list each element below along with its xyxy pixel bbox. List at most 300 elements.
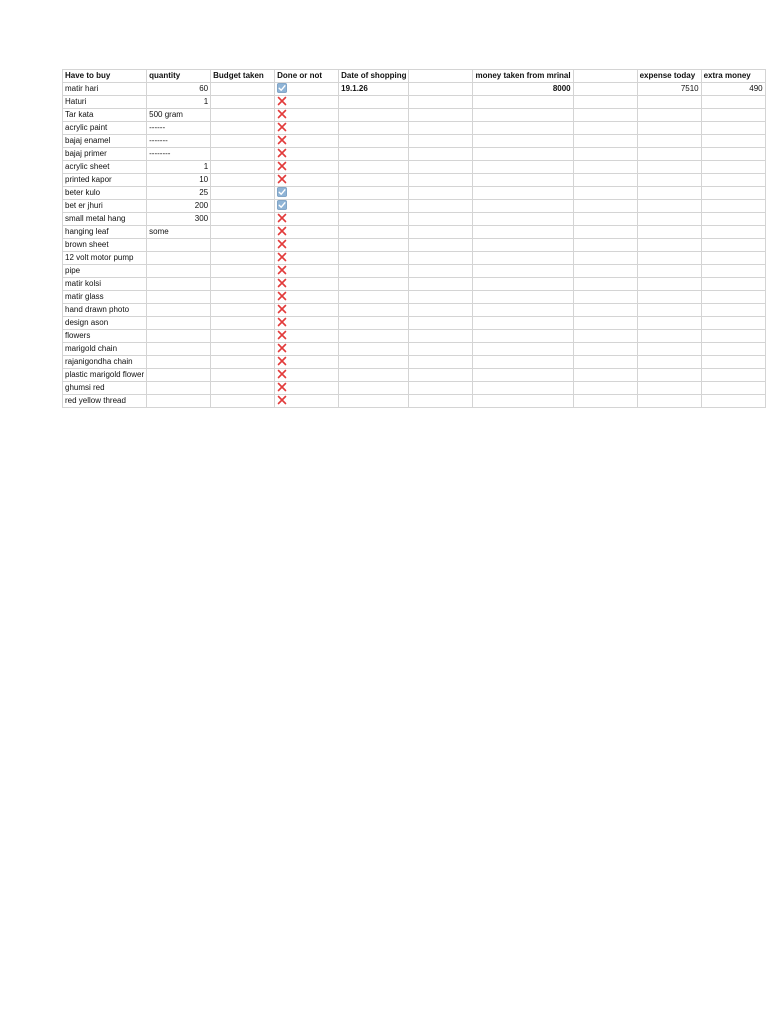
cell-extra-money[interactable] — [701, 109, 765, 122]
cell-empty-2[interactable] — [573, 200, 637, 213]
cell-date-of-shopping[interactable] — [339, 226, 409, 239]
cell-quantity[interactable] — [147, 252, 211, 265]
cell-extra-money[interactable] — [701, 291, 765, 304]
cell-item[interactable]: brown sheet — [63, 239, 147, 252]
table-row — [63, 330, 766, 343]
table-row — [63, 317, 766, 330]
cell-date-of-shopping[interactable] — [339, 356, 409, 369]
cell-done-or-not[interactable] — [275, 395, 339, 408]
cell-empty-1[interactable] — [409, 187, 473, 200]
cell-budget-taken[interactable] — [211, 278, 275, 291]
cell-quantity[interactable]: -------- — [147, 148, 211, 161]
cell-extra-money[interactable] — [701, 304, 765, 317]
cell-empty-2[interactable] — [573, 161, 637, 174]
cell-item[interactable]: matir kolsi — [63, 278, 147, 291]
cell-money-taken[interactable] — [473, 369, 573, 382]
cell-quantity[interactable] — [147, 278, 211, 291]
table-row — [63, 161, 766, 174]
cell-item[interactable]: bajaj enamel — [63, 135, 147, 148]
cell-expense-today[interactable] — [637, 135, 701, 148]
cell-empty-1[interactable] — [409, 265, 473, 278]
cell-item[interactable]: Haturi — [63, 96, 147, 109]
cell-empty-1[interactable] — [409, 122, 473, 135]
cell-extra-money[interactable] — [701, 200, 765, 213]
cell-budget-taken[interactable] — [211, 382, 275, 395]
cell-expense-today[interactable] — [637, 239, 701, 252]
cell-empty-1[interactable] — [409, 291, 473, 304]
cell-quantity[interactable] — [147, 265, 211, 278]
cell-item[interactable]: matir glass — [63, 291, 147, 304]
cell-expense-today[interactable] — [637, 317, 701, 330]
cell-expense-today[interactable] — [637, 148, 701, 161]
cell-empty-2[interactable] — [573, 330, 637, 343]
cell-budget-taken[interactable] — [211, 148, 275, 161]
cell-quantity[interactable]: 1 — [147, 161, 211, 174]
table-row — [63, 369, 766, 382]
cell-empty-2[interactable] — [573, 395, 637, 408]
cell-extra-money[interactable] — [701, 213, 765, 226]
cell-expense-today[interactable] — [637, 304, 701, 317]
cell-quantity[interactable]: 500 gram — [147, 109, 211, 122]
cell-money-taken[interactable] — [473, 330, 573, 343]
cell-item[interactable]: bet er jhuri — [63, 200, 147, 213]
cell-done-or-not[interactable] — [275, 239, 339, 252]
cell-done-or-not[interactable] — [275, 187, 339, 200]
cell-extra-money[interactable] — [701, 369, 765, 382]
cell-expense-today[interactable] — [637, 200, 701, 213]
cell-empty-1[interactable] — [409, 161, 473, 174]
table-row — [63, 109, 766, 122]
cell-budget-taken[interactable] — [211, 252, 275, 265]
cell-extra-money[interactable] — [701, 343, 765, 356]
cell-budget-taken[interactable] — [211, 291, 275, 304]
cell-budget-taken[interactable] — [211, 83, 275, 96]
cell-budget-taken[interactable] — [211, 330, 275, 343]
header-empty-2[interactable] — [573, 70, 637, 83]
cell-date-of-shopping[interactable] — [339, 148, 409, 161]
cell-date-of-shopping[interactable] — [339, 265, 409, 278]
cell-money-taken[interactable] — [473, 317, 573, 330]
red-cross-icon — [277, 330, 287, 340]
cell-done-or-not[interactable] — [275, 330, 339, 343]
header-have-to-buy[interactable]: Have to buy — [63, 70, 147, 83]
cell-done-or-not[interactable] — [275, 343, 339, 356]
cell-budget-taken[interactable] — [211, 135, 275, 148]
cell-date-of-shopping[interactable] — [339, 96, 409, 109]
cell-item[interactable]: Tar kata — [63, 109, 147, 122]
cell-empty-2[interactable] — [573, 135, 637, 148]
cell-empty-2[interactable] — [573, 252, 637, 265]
cell-done-or-not[interactable] — [275, 122, 339, 135]
cell-money-taken[interactable] — [473, 148, 573, 161]
cell-budget-taken[interactable] — [211, 161, 275, 174]
cell-done-or-not[interactable] — [275, 278, 339, 291]
cell-item[interactable]: small metal hang — [63, 213, 147, 226]
cell-expense-today[interactable] — [637, 187, 701, 200]
cell-empty-1[interactable] — [409, 304, 473, 317]
cell-empty-2[interactable] — [573, 187, 637, 200]
cell-extra-money[interactable] — [701, 278, 765, 291]
cell-empty-1[interactable] — [409, 330, 473, 343]
cell-money-taken[interactable] — [473, 135, 573, 148]
cell-extra-money[interactable]: 490 — [701, 83, 765, 96]
cell-empty-2[interactable] — [573, 109, 637, 122]
cell-expense-today[interactable] — [637, 291, 701, 304]
cell-quantity[interactable] — [147, 356, 211, 369]
cell-expense-today[interactable] — [637, 278, 701, 291]
table-row — [63, 395, 766, 408]
cell-empty-1[interactable] — [409, 226, 473, 239]
cell-expense-today[interactable] — [637, 226, 701, 239]
cell-done-or-not[interactable] — [275, 83, 339, 96]
cell-money-taken[interactable] — [473, 109, 573, 122]
cell-extra-money[interactable] — [701, 122, 765, 135]
cell-quantity[interactable]: 300 — [147, 213, 211, 226]
cell-budget-taken[interactable] — [211, 265, 275, 278]
cell-expense-today[interactable] — [637, 122, 701, 135]
cell-expense-today[interactable] — [637, 356, 701, 369]
cell-date-of-shopping[interactable] — [339, 317, 409, 330]
cell-expense-today[interactable] — [637, 213, 701, 226]
cell-money-taken[interactable] — [473, 174, 573, 187]
cell-done-or-not[interactable] — [275, 291, 339, 304]
cell-empty-2[interactable] — [573, 226, 637, 239]
cell-item[interactable]: acrylic paint — [63, 122, 147, 135]
cell-expense-today[interactable] — [637, 369, 701, 382]
cell-extra-money[interactable] — [701, 395, 765, 408]
cell-date-of-shopping[interactable] — [339, 382, 409, 395]
table-row — [63, 122, 766, 135]
cell-empty-2[interactable] — [573, 343, 637, 356]
cell-done-or-not[interactable] — [275, 252, 339, 265]
cell-extra-money[interactable] — [701, 252, 765, 265]
red-cross-icon — [277, 239, 287, 249]
cell-empty-2[interactable] — [573, 304, 637, 317]
table-row — [63, 200, 766, 213]
cell-date-of-shopping[interactable] — [339, 330, 409, 343]
red-cross-icon — [277, 226, 287, 236]
cell-quantity[interactable]: 10 — [147, 174, 211, 187]
cell-money-taken[interactable] — [473, 187, 573, 200]
cell-item[interactable]: ghumsi red — [63, 382, 147, 395]
header-budget-taken[interactable]: Budget taken — [211, 70, 275, 83]
cell-money-taken[interactable] — [473, 265, 573, 278]
cell-done-or-not[interactable] — [275, 161, 339, 174]
cell-done-or-not[interactable] — [275, 317, 339, 330]
cell-empty-1[interactable] — [409, 317, 473, 330]
cell-empty-2[interactable] — [573, 239, 637, 252]
red-cross-icon — [277, 174, 287, 184]
cell-empty-1[interactable] — [409, 369, 473, 382]
checked-checkbox-icon — [277, 83, 287, 93]
cell-money-taken[interactable] — [473, 278, 573, 291]
table-row — [63, 83, 766, 96]
cell-item[interactable]: matir hari — [63, 83, 147, 96]
cell-date-of-shopping[interactable] — [339, 239, 409, 252]
header-expense-today[interactable]: expense today — [637, 70, 701, 83]
cell-date-of-shopping[interactable] — [339, 395, 409, 408]
table-row — [63, 304, 766, 317]
cell-extra-money[interactable] — [701, 148, 765, 161]
cell-done-or-not[interactable] — [275, 174, 339, 187]
cell-money-taken[interactable] — [473, 343, 573, 356]
cell-extra-money[interactable] — [701, 356, 765, 369]
cell-empty-2[interactable] — [573, 265, 637, 278]
cell-empty-1[interactable] — [409, 252, 473, 265]
cell-date-of-shopping[interactable] — [339, 278, 409, 291]
red-cross-icon — [277, 278, 287, 288]
cell-money-taken[interactable] — [473, 239, 573, 252]
cell-money-taken[interactable] — [473, 304, 573, 317]
cell-budget-taken[interactable] — [211, 369, 275, 382]
cell-empty-1[interactable] — [409, 83, 473, 96]
cell-empty-1[interactable] — [409, 239, 473, 252]
cell-done-or-not[interactable] — [275, 213, 339, 226]
cell-expense-today[interactable] — [637, 343, 701, 356]
red-cross-icon — [277, 109, 287, 119]
cell-item[interactable]: plastic marigold flower — [63, 369, 147, 382]
table-row — [63, 382, 766, 395]
cell-date-of-shopping[interactable] — [339, 343, 409, 356]
red-cross-icon — [277, 122, 287, 132]
cell-empty-1[interactable] — [409, 382, 473, 395]
header-done-or-not[interactable]: Done or not — [275, 70, 339, 83]
cell-quantity[interactable] — [147, 395, 211, 408]
cell-date-of-shopping[interactable] — [339, 109, 409, 122]
cell-extra-money[interactable] — [701, 317, 765, 330]
cell-empty-2[interactable] — [573, 278, 637, 291]
cell-done-or-not[interactable] — [275, 356, 339, 369]
cell-date-of-shopping[interactable] — [339, 304, 409, 317]
cell-done-or-not[interactable] — [275, 382, 339, 395]
cell-item[interactable]: hand drawn photo — [63, 304, 147, 317]
cell-empty-1[interactable] — [409, 109, 473, 122]
cell-extra-money[interactable] — [701, 382, 765, 395]
cell-quantity[interactable]: 200 — [147, 200, 211, 213]
cell-empty-1[interactable] — [409, 135, 473, 148]
cell-item[interactable]: 12 volt motor pump — [63, 252, 147, 265]
cell-expense-today[interactable] — [637, 174, 701, 187]
cell-empty-2[interactable] — [573, 369, 637, 382]
cell-date-of-shopping[interactable] — [339, 135, 409, 148]
cell-date-of-shopping[interactable] — [339, 161, 409, 174]
red-cross-icon — [277, 304, 287, 314]
red-cross-icon — [277, 148, 287, 158]
cell-item[interactable]: bajaj primer — [63, 148, 147, 161]
cell-money-taken[interactable] — [473, 291, 573, 304]
table-row — [63, 148, 766, 161]
cell-empty-2[interactable] — [573, 382, 637, 395]
red-cross-icon — [277, 161, 287, 171]
header-quantity[interactable]: quantity — [147, 70, 211, 83]
cell-empty-1[interactable] — [409, 278, 473, 291]
cell-expense-today[interactable] — [637, 395, 701, 408]
table-row — [63, 174, 766, 187]
cell-money-taken[interactable] — [473, 226, 573, 239]
checked-checkbox-icon — [277, 187, 287, 197]
red-cross-icon — [277, 291, 287, 301]
table-row — [63, 96, 766, 109]
cell-expense-today[interactable] — [637, 96, 701, 109]
cell-quantity[interactable] — [147, 304, 211, 317]
cell-item[interactable]: beter kulo — [63, 187, 147, 200]
cell-empty-1[interactable] — [409, 213, 473, 226]
cell-done-or-not[interactable] — [275, 96, 339, 109]
cell-empty-2[interactable] — [573, 122, 637, 135]
cell-empty-2[interactable] — [573, 317, 637, 330]
cell-item[interactable]: pipe — [63, 265, 147, 278]
cell-budget-taken[interactable] — [211, 109, 275, 122]
cell-money-taken[interactable] — [473, 395, 573, 408]
cell-expense-today[interactable] — [637, 161, 701, 174]
red-cross-icon — [277, 265, 287, 275]
cell-item[interactable]: marigold chain — [63, 343, 147, 356]
cell-quantity[interactable] — [147, 291, 211, 304]
cell-empty-2[interactable] — [573, 174, 637, 187]
red-cross-icon — [277, 343, 287, 353]
cell-quantity[interactable] — [147, 382, 211, 395]
cell-quantity[interactable] — [147, 330, 211, 343]
cell-budget-taken[interactable] — [211, 213, 275, 226]
cell-expense-today[interactable] — [637, 382, 701, 395]
cell-budget-taken[interactable] — [211, 187, 275, 200]
cell-money-taken[interactable] — [473, 96, 573, 109]
table-row — [63, 343, 766, 356]
cell-extra-money[interactable] — [701, 187, 765, 200]
cell-done-or-not[interactable] — [275, 200, 339, 213]
cell-empty-1[interactable] — [409, 343, 473, 356]
cell-money-taken[interactable] — [473, 200, 573, 213]
cell-budget-taken[interactable] — [211, 226, 275, 239]
cell-empty-2[interactable] — [573, 148, 637, 161]
cell-date-of-shopping[interactable] — [339, 252, 409, 265]
cell-money-taken[interactable] — [473, 122, 573, 135]
header-extra-money[interactable]: extra money — [701, 70, 765, 83]
cell-quantity[interactable]: 25 — [147, 187, 211, 200]
cell-expense-today[interactable] — [637, 252, 701, 265]
cell-budget-taken[interactable] — [211, 174, 275, 187]
cell-done-or-not[interactable] — [275, 304, 339, 317]
cell-expense-today[interactable] — [637, 265, 701, 278]
cell-empty-2[interactable] — [573, 83, 637, 96]
red-cross-icon — [277, 369, 287, 379]
cell-expense-today[interactable] — [637, 109, 701, 122]
cell-money-taken[interactable]: 8000 — [473, 83, 573, 96]
cell-empty-2[interactable] — [573, 291, 637, 304]
header-money-taken[interactable]: money taken from mrinal — [473, 70, 573, 83]
cell-empty-1[interactable] — [409, 96, 473, 109]
cell-quantity[interactable] — [147, 343, 211, 356]
cell-done-or-not[interactable] — [275, 369, 339, 382]
cell-extra-money[interactable] — [701, 96, 765, 109]
table-row — [63, 356, 766, 369]
table-row — [63, 239, 766, 252]
red-cross-icon — [277, 356, 287, 366]
cell-quantity[interactable]: some — [147, 226, 211, 239]
cell-empty-2[interactable] — [573, 356, 637, 369]
table-row — [63, 226, 766, 239]
cell-budget-taken[interactable] — [211, 343, 275, 356]
cell-budget-taken[interactable] — [211, 200, 275, 213]
cell-expense-today[interactable] — [637, 330, 701, 343]
cell-date-of-shopping[interactable] — [339, 187, 409, 200]
cell-item[interactable]: rajanigondha chain — [63, 356, 147, 369]
header-empty-1[interactable] — [409, 70, 473, 83]
cell-item[interactable]: printed kapor — [63, 174, 147, 187]
cell-budget-taken[interactable] — [211, 96, 275, 109]
cell-money-taken[interactable] — [473, 382, 573, 395]
cell-quantity[interactable]: 60 — [147, 83, 211, 96]
cell-extra-money[interactable] — [701, 135, 765, 148]
cell-item[interactable]: hanging leaf — [63, 226, 147, 239]
cell-budget-taken[interactable] — [211, 239, 275, 252]
cell-extra-money[interactable] — [701, 239, 765, 252]
cell-item[interactable]: flowers — [63, 330, 147, 343]
cell-quantity[interactable] — [147, 317, 211, 330]
cell-done-or-not[interactable] — [275, 135, 339, 148]
cell-money-taken[interactable] — [473, 252, 573, 265]
cell-budget-taken[interactable] — [211, 304, 275, 317]
cell-empty-1[interactable] — [409, 174, 473, 187]
cell-done-or-not[interactable] — [275, 265, 339, 278]
checked-checkbox-icon — [277, 200, 287, 210]
cell-quantity[interactable]: ------ — [147, 122, 211, 135]
cell-item[interactable]: acrylic sheet — [63, 161, 147, 174]
cell-budget-taken[interactable] — [211, 356, 275, 369]
cell-money-taken[interactable] — [473, 213, 573, 226]
cell-date-of-shopping[interactable] — [339, 200, 409, 213]
cell-budget-taken[interactable] — [211, 122, 275, 135]
cell-extra-money[interactable] — [701, 265, 765, 278]
header-date-of-shopping[interactable]: Date of shopping — [339, 70, 409, 83]
cell-done-or-not[interactable] — [275, 109, 339, 122]
cell-empty-2[interactable] — [573, 96, 637, 109]
cell-extra-money[interactable] — [701, 330, 765, 343]
cell-extra-money[interactable] — [701, 161, 765, 174]
cell-money-taken[interactable] — [473, 356, 573, 369]
cell-money-taken[interactable] — [473, 161, 573, 174]
cell-extra-money[interactable] — [701, 226, 765, 239]
cell-empty-1[interactable] — [409, 395, 473, 408]
red-cross-icon — [277, 252, 287, 262]
cell-date-of-shopping[interactable] — [339, 213, 409, 226]
cell-expense-today[interactable]: 7510 — [637, 83, 701, 96]
cell-quantity[interactable]: ------- — [147, 135, 211, 148]
table-row — [63, 187, 766, 200]
cell-quantity[interactable] — [147, 239, 211, 252]
cell-extra-money[interactable] — [701, 174, 765, 187]
cell-empty-1[interactable] — [409, 148, 473, 161]
cell-done-or-not[interactable] — [275, 226, 339, 239]
cell-budget-taken[interactable] — [211, 395, 275, 408]
cell-quantity[interactable]: 1 — [147, 96, 211, 109]
cell-item[interactable]: red yellow thread — [63, 395, 147, 408]
cell-item[interactable]: design ason — [63, 317, 147, 330]
cell-date-of-shopping[interactable] — [339, 122, 409, 135]
cell-budget-taken[interactable] — [211, 317, 275, 330]
red-cross-icon — [277, 96, 287, 106]
cell-date-of-shopping[interactable] — [339, 174, 409, 187]
red-cross-icon — [277, 317, 287, 327]
cell-quantity[interactable] — [147, 369, 211, 382]
cell-date-of-shopping[interactable] — [339, 291, 409, 304]
cell-date-of-shopping[interactable]: 19.1.26 — [339, 83, 409, 96]
cell-empty-2[interactable] — [573, 213, 637, 226]
cell-done-or-not[interactable] — [275, 148, 339, 161]
cell-empty-1[interactable] — [409, 356, 473, 369]
cell-empty-1[interactable] — [409, 200, 473, 213]
cell-date-of-shopping[interactable] — [339, 369, 409, 382]
